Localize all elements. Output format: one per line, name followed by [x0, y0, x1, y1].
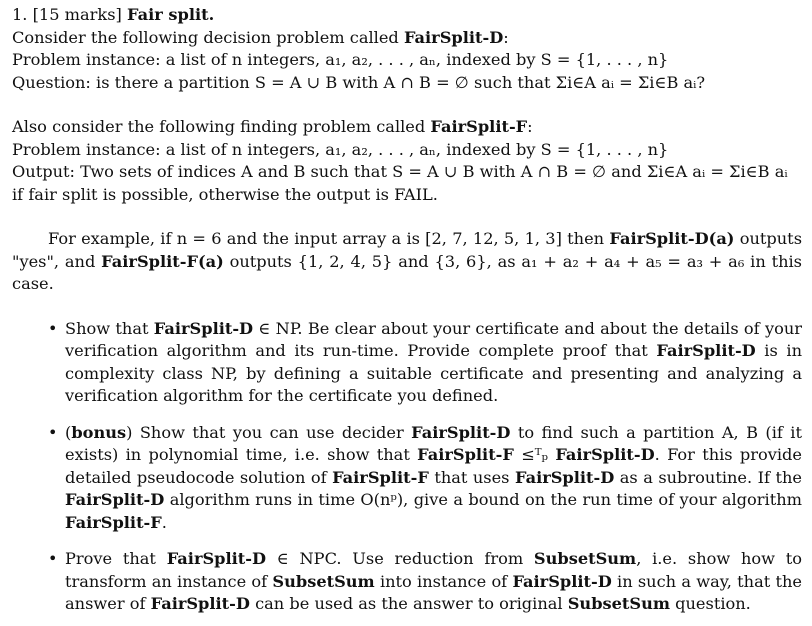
term: FairSplit-D [512, 571, 612, 591]
d-intro-text: Consider the following decision problem called [12, 27, 404, 47]
heading-title: Fair split. [126, 5, 215, 24]
text: question. [670, 594, 751, 613]
term: FairSplit-D [166, 549, 267, 568]
term: FairSplit-D [150, 594, 250, 613]
f-intro-colon: : [527, 117, 533, 136]
text: that uses [428, 467, 515, 487]
text: ) Show that you can use decider [126, 422, 412, 442]
term: bonus [71, 422, 127, 442]
text: to find such a partition A, B (if it exists) in polynomial time, i.e. show that [65, 422, 802, 464]
term: FairSplit-D [514, 467, 615, 487]
f-output-2: if fair split is possible, otherwise the output is FAIL. [12, 184, 438, 204]
example-text-1: For example, if n = 6 and the input array a is [2, 7, 12, 5, 1, 3] then [48, 229, 610, 248]
term: FairSplit-F [417, 445, 514, 464]
f-intro-text: Also consider the following finding problem called [12, 117, 431, 136]
term: FairSplit-F [65, 512, 162, 532]
text: . For this provide detailed pseudocode solution of [65, 445, 802, 487]
example-f: FairSplit-F(a) [101, 251, 224, 271]
f-output: Output: Two sets of indices A and B such that S = A ∪ B with A ∩ B = ∅ and Σi∈A aᵢ = Σi∈B aᵢ [12, 162, 788, 181]
problem-heading [12, 4, 802, 27]
d-question: Question: is there a partition S = A ∪ B with A ∩ B = ∅ such that Σi∈A aᵢ = Σi∈B aᵢ? [12, 72, 706, 92]
text: ∈ NPC. Use reduction from [266, 549, 534, 568]
spacer [12, 94, 802, 116]
term: FairSplit-D [411, 422, 511, 442]
term: FairSplit-D [555, 445, 655, 464]
spacer [12, 296, 802, 318]
text: ( [65, 422, 72, 442]
d-intro-colon: : [503, 27, 509, 47]
task-item-np [12, 318, 802, 408]
example-paragraph [12, 228, 802, 296]
text: in such a way, that the answer of [65, 571, 803, 613]
text: can be used as the answer to original [249, 594, 568, 613]
term: FairSplit-D [65, 490, 165, 509]
text: . [161, 512, 167, 532]
term: FairSplit-F [332, 467, 429, 487]
reduction-symbol: ≤ᵀₚ [513, 445, 556, 464]
term: SubsetSum [533, 549, 637, 568]
spacer [12, 206, 802, 228]
text: Show that [65, 318, 154, 338]
text: Prove that [65, 549, 167, 568]
text: as a subroutine. If the [614, 467, 802, 487]
heading-prefix: 1. [15 marks] [12, 5, 122, 24]
term: SubsetSum [567, 594, 670, 613]
task-item-npc [12, 548, 802, 616]
text: into instance of [374, 571, 513, 591]
term: FairSplit-D [656, 341, 756, 360]
bullet-icon: • [48, 318, 58, 338]
term: SubsetSum [272, 571, 375, 591]
d-intro [12, 27, 802, 50]
text: ∈ NP. Be clear about your certificate and about the details of your verification algorithm and its run-time. Provide complete proof that [65, 318, 803, 360]
f-intro-name: FairSplit-F [430, 117, 528, 136]
f-intro [12, 116, 802, 139]
term: FairSplit-D [153, 318, 254, 338]
example-d: FairSplit-D(a) [609, 229, 735, 248]
task-item-bonus [12, 422, 802, 535]
text: is in complexity class NP, by defining a suitable certificate and presenting and analyzing a verification algorithm for the certificate you defined. [65, 341, 802, 405]
bullet-icon: • [48, 549, 58, 568]
f-instance: Problem instance: a list of n integers, a₁, a₂, . . . , aₙ, indexed by S = {1, . . . , n} [12, 139, 669, 159]
example-text-3: outputs {1, 2, 4, 5} and {3, 6}, as a₁ + a₂ + a₄ + a₅ = a₃ + a₆ in this case. [12, 251, 802, 293]
text: algorithm runs in time O(nᵖ), give a bound on the run time of your algorithm [164, 490, 802, 509]
d-intro-name: FairSplit-D [403, 27, 504, 47]
bullet-icon: • [48, 422, 58, 442]
text: , i.e. show how to transform an instance of [65, 549, 803, 591]
d-instance: Problem instance: a list of n integers, a₁, a₂, . . . , aₙ, indexed by S = {1, . . . , n} [12, 50, 669, 69]
task-list [12, 318, 802, 616]
example-text-2: outputs "yes", and [12, 229, 802, 271]
